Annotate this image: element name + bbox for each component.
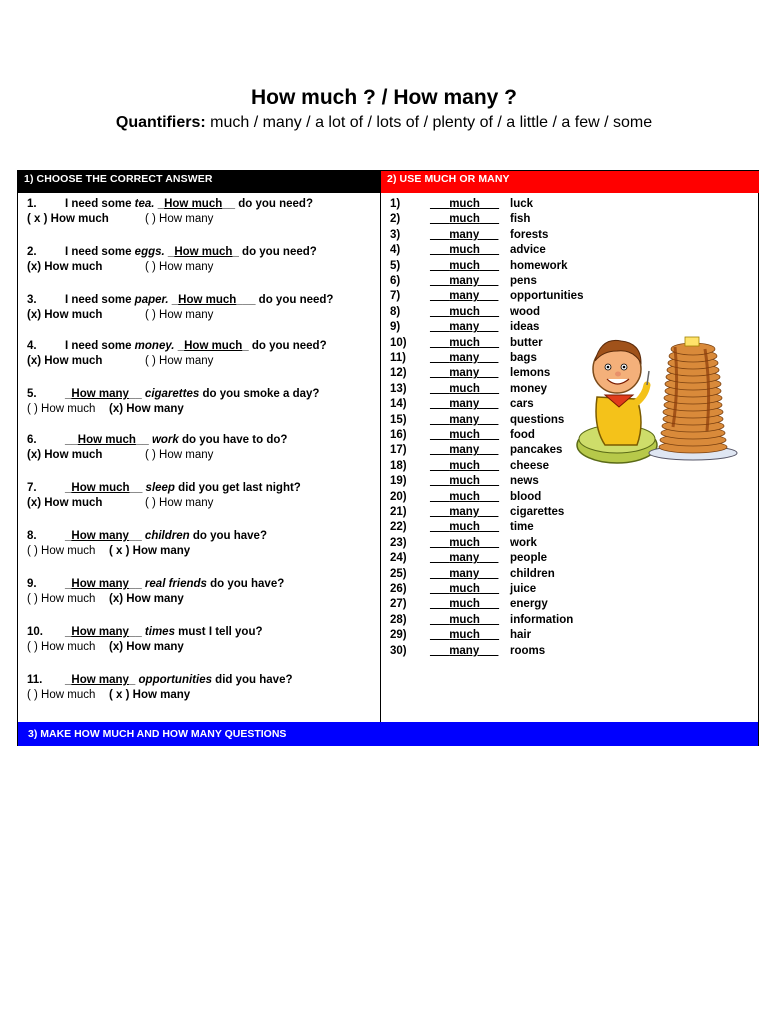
question-prefix: I need some (65, 340, 135, 352)
answer-blank[interactable]: ___many___ (430, 398, 499, 411)
noun-word: energy (510, 598, 548, 611)
list-item (390, 582, 536, 597)
question-number: 6. (27, 434, 37, 446)
question-item (27, 481, 375, 511)
question-number: 10. (27, 626, 43, 638)
option-how-many[interactable]: (x) How many (109, 641, 184, 653)
noun-word: blood (510, 490, 542, 503)
option-how-many[interactable]: ( ) How many (145, 261, 214, 273)
noun-word: work (151, 434, 179, 446)
option-how-much[interactable]: (x) How much (27, 355, 103, 367)
list-item (390, 197, 533, 212)
list-number: 27) (390, 598, 407, 611)
answer-blank[interactable]: ___many___ (430, 367, 499, 380)
blank-lead: _ (164, 246, 175, 258)
list-number: 15) (390, 413, 407, 426)
noun-word: eggs. (134, 246, 165, 258)
answer-blank[interactable]: ___many___ (430, 644, 499, 657)
option-how-many[interactable]: ( x ) How many (109, 545, 191, 557)
blank-lead: _ (65, 388, 72, 400)
option-how-many[interactable]: ( ) How many (145, 309, 214, 321)
answer-blank[interactable]: ___much___ (430, 521, 500, 534)
list-number: 30) (390, 644, 407, 657)
answer-blank[interactable]: ___many___ (430, 506, 499, 518)
answer-blank[interactable]: ___much___ (430, 598, 500, 611)
answer-blank[interactable]: ___many___ (430, 444, 499, 457)
noun-word: cigarettes (510, 506, 565, 518)
answer-blank[interactable]: How much (71, 482, 130, 494)
question-item (27, 673, 375, 703)
list-number: 21) (390, 506, 407, 518)
option-how-much[interactable]: ( ) How much (27, 545, 96, 557)
noun-word: cigarettes (144, 388, 200, 400)
option-how-much[interactable]: ( ) How much (27, 689, 96, 701)
noun-word: food (510, 429, 535, 441)
question-suffix: __ sleep did you get last night? (129, 482, 301, 494)
answer-options (27, 354, 375, 369)
answer-blank[interactable]: ___much___ (430, 244, 500, 257)
blank-lead: _ (65, 626, 72, 638)
question-text (27, 339, 375, 354)
question-number: 8. (27, 530, 37, 542)
question-suffix: __ children do you have? (128, 530, 267, 542)
answer-options (27, 448, 375, 463)
question-suffix: __ do you need? (222, 198, 313, 210)
question-text (27, 529, 375, 544)
noun-word: hair (510, 629, 532, 642)
noun-word: work (510, 536, 537, 549)
question-item (27, 339, 375, 369)
list-item (390, 413, 564, 428)
list-number: 23) (390, 536, 407, 549)
option-how-much[interactable]: ( x ) How much (27, 213, 109, 225)
list-number: 14) (390, 398, 407, 411)
noun-word: rooms (510, 644, 546, 657)
blank-lead: _ (65, 674, 72, 686)
noun-word: homework (510, 259, 568, 272)
question-text (27, 245, 375, 260)
noun-word: real friends (144, 578, 207, 590)
noun-word: luck (510, 198, 534, 210)
answer-blank[interactable]: ___many___ (430, 290, 499, 303)
noun-word: lemons (510, 367, 551, 380)
list-item (390, 351, 537, 366)
question-text (27, 293, 375, 308)
answer-options (27, 308, 375, 323)
list-item (390, 613, 573, 628)
page-title: How much ? / How many ? (250, 86, 518, 109)
question-suffix: __ real friends do you have? (128, 578, 285, 590)
noun-word: sleep (145, 482, 175, 494)
list-item (390, 474, 539, 489)
answer-options (27, 640, 375, 655)
section3-header (18, 722, 758, 746)
list-number: 6) (390, 275, 401, 287)
question-item (27, 197, 375, 227)
answer-options (27, 260, 375, 275)
list-item (390, 551, 547, 566)
list-number: 7) (390, 290, 401, 303)
worksheet-table (17, 170, 759, 746)
list-number: 9) (390, 321, 401, 334)
option-how-many[interactable]: ( ) How many (145, 355, 214, 367)
quantifiers-list: much / many / a lot of / lots of / plenty of / a little / a few / some (210, 114, 653, 131)
question-suffix: _ do you need? (232, 246, 317, 258)
noun-word: questions (510, 413, 565, 426)
answer-blank[interactable]: How many (71, 578, 129, 590)
noun-word: butter (510, 336, 543, 349)
list-item (390, 382, 547, 397)
noun-word: opportunities (138, 674, 212, 686)
option-how-much[interactable]: ( ) How much (27, 641, 96, 653)
list-item (390, 289, 583, 304)
list-number: 4) (390, 244, 401, 257)
list-item (390, 459, 549, 474)
blank-lead: __ (65, 434, 78, 446)
answer-options (27, 496, 375, 511)
answer-blank[interactable]: ___many___ (430, 275, 499, 287)
noun-word: people (510, 552, 548, 565)
blank-lead: _ (168, 294, 179, 306)
list-item (390, 597, 548, 612)
answer-blank[interactable]: How much (174, 246, 233, 258)
answer-blank[interactable]: ___much___ (430, 490, 500, 503)
answer-blank[interactable]: ___many___ (430, 552, 499, 565)
noun-word: ideas (510, 321, 540, 334)
answer-blank[interactable]: ___much___ (430, 259, 500, 272)
answer-blank[interactable]: How many (71, 674, 129, 686)
section1-header: 1) CHOOSE THE CORRECT ANSWER (18, 171, 381, 193)
option-how-many[interactable]: ( ) How many (145, 213, 214, 225)
noun-word: money (510, 382, 548, 395)
list-number: 25) (390, 567, 407, 580)
question-item (27, 625, 375, 655)
blank-lead: _ (154, 198, 165, 210)
answer-blank[interactable]: How many (71, 530, 129, 542)
noun-word: tea. (134, 198, 155, 210)
question-text (27, 197, 375, 212)
noun-word: juice (510, 583, 537, 595)
column-divider (380, 193, 381, 723)
quantifiers-label: Quantifiers: (115, 114, 206, 131)
question-number: 7. (27, 482, 37, 494)
answer-blank[interactable]: How much (178, 294, 237, 306)
list-number: 29) (390, 629, 407, 642)
option-how-many[interactable]: (x) How many (109, 403, 184, 415)
list-item (390, 320, 539, 335)
list-item (390, 212, 530, 227)
noun-word: children (144, 530, 190, 542)
question-text (27, 481, 375, 496)
list-item (390, 644, 545, 659)
answer-blank[interactable]: ___much___ (430, 336, 500, 349)
question-item (27, 245, 375, 275)
noun-word: advice (510, 244, 546, 257)
noun-word: times (144, 626, 175, 638)
answer-blank[interactable]: ___many___ (430, 228, 499, 241)
answer-blank[interactable]: ___much___ (430, 629, 500, 642)
question-number: 11. (27, 674, 43, 686)
list-item (390, 428, 535, 443)
blank-lead: _ (65, 530, 72, 542)
answer-blank[interactable]: How many (71, 626, 129, 638)
list-item (390, 366, 550, 381)
question-suffix: __ cigarettes do you smoke a day? (128, 388, 320, 400)
list-item (390, 336, 543, 351)
question-suffix: _ do you need? (242, 340, 327, 352)
question-item (27, 529, 375, 559)
answer-blank[interactable]: ___many___ (430, 352, 499, 364)
question-item (27, 387, 375, 417)
question-suffix: __ work do you have to do? (135, 434, 288, 446)
list-number: 10) (390, 336, 407, 349)
list-number: 20) (390, 490, 407, 503)
question-number: 4. (27, 340, 37, 352)
subtitle (0, 114, 768, 132)
noun-word: cars (510, 398, 534, 411)
answer-blank[interactable]: ___many___ (430, 321, 499, 334)
noun-word: opportunities (510, 290, 584, 303)
answer-blank[interactable]: ___much___ (430, 583, 500, 595)
list-item (390, 520, 534, 535)
option-how-much[interactable]: (x) How much (27, 497, 103, 509)
question-text (27, 433, 375, 448)
list-item (390, 243, 546, 258)
list-number: 28) (390, 613, 407, 626)
answer-blank[interactable]: ___much___ (430, 305, 500, 318)
list-item (390, 536, 537, 551)
noun-word: time (510, 521, 534, 534)
list-item (390, 567, 555, 582)
list-number: 8) (390, 305, 401, 318)
question-number: 2. (27, 246, 37, 258)
option-how-much[interactable]: (x) How much (27, 309, 103, 321)
blank-lead: _ (65, 482, 72, 494)
answer-options (27, 402, 375, 417)
list-item (390, 305, 540, 320)
question-text (27, 577, 375, 592)
question-item (27, 577, 375, 607)
list-number: 24) (390, 552, 407, 565)
question-suffix: ___ do you need? (236, 294, 334, 306)
answer-blank[interactable]: ___much___ (430, 198, 500, 210)
list-number: 16) (390, 429, 407, 441)
question-number: 1. (27, 198, 37, 210)
pancake-stack-icon (575, 327, 745, 467)
blank-lead: _ (65, 578, 72, 590)
list-item (390, 228, 548, 243)
answer-blank[interactable]: ___much___ (430, 429, 500, 441)
list-item (390, 628, 531, 643)
list-number: 18) (390, 459, 407, 472)
question-text (27, 625, 375, 640)
noun-word: children (510, 567, 555, 580)
noun-word: fish (510, 213, 531, 226)
noun-word: paper. (134, 294, 169, 306)
answer-blank[interactable]: ___much___ (430, 213, 500, 226)
option-how-many[interactable]: (x) How many (109, 593, 184, 605)
noun-word: news (510, 475, 539, 488)
question-item (27, 293, 375, 323)
list-item (390, 505, 564, 520)
answer-blank[interactable]: How much (164, 198, 223, 210)
question-prefix: I need some (65, 294, 135, 306)
list-item (390, 443, 562, 458)
question-suffix: _ opportunities did you have? (128, 674, 293, 686)
option-how-many[interactable]: ( ) How many (145, 449, 214, 461)
noun-word: information (510, 613, 574, 626)
answer-blank[interactable]: ___much___ (430, 459, 500, 472)
answer-options (27, 592, 375, 607)
answer-options (27, 688, 375, 703)
blank-lead: _ (174, 340, 185, 352)
list-item (390, 274, 537, 289)
option-how-much[interactable]: (x) How much (27, 261, 103, 273)
option-how-many[interactable]: ( ) How many (145, 497, 214, 509)
option-how-much[interactable]: ( ) How much (27, 593, 96, 605)
section3-header-label: 3) MAKE HOW MUCH AND HOW MANY QUESTIONS (28, 728, 287, 740)
list-number: 19) (390, 475, 407, 488)
question-number: 9. (27, 578, 37, 590)
list-number: 12) (390, 367, 407, 380)
answer-options (27, 544, 375, 559)
list-number: 11) (390, 352, 406, 364)
question-text (27, 387, 375, 402)
answer-blank[interactable]: ___many___ (430, 413, 499, 426)
noun-word: pens (510, 275, 537, 287)
answer-blank[interactable]: ___much___ (430, 613, 500, 626)
noun-word: bags (510, 352, 537, 364)
noun-word: wood (510, 305, 541, 318)
question-prefix: I need some (65, 198, 135, 210)
question-number: 3. (27, 294, 37, 306)
noun-word: forests (510, 228, 549, 241)
section2-header: 2) USE MUCH OR MANY (381, 171, 759, 193)
list-number: 3) (390, 228, 401, 241)
answer-blank[interactable]: How much (77, 434, 136, 446)
answer-blank[interactable]: How much (184, 340, 243, 352)
answer-blank[interactable]: ___many___ (430, 567, 499, 580)
noun-word: cheese (510, 459, 550, 472)
question-number: 5. (27, 388, 37, 400)
option-how-much[interactable]: (x) How much (27, 449, 103, 461)
noun-word: pancakes (510, 444, 563, 457)
question-suffix: __ times must I tell you? (128, 626, 263, 638)
option-how-many[interactable]: ( x ) How many (109, 689, 191, 701)
question-item (27, 433, 375, 463)
list-item (390, 259, 568, 274)
answer-blank[interactable]: ___much___ (430, 536, 500, 549)
noun-word: money. (134, 340, 175, 352)
question-prefix: I need some (65, 246, 135, 258)
question-text (27, 673, 375, 688)
option-how-much[interactable]: ( ) How much (27, 403, 96, 415)
list-item (390, 490, 541, 505)
answer-options (27, 212, 375, 227)
list-item (390, 397, 534, 412)
answer-blank[interactable]: How many (71, 388, 129, 400)
list-number: 1) (390, 198, 401, 210)
list-number: 22) (390, 521, 407, 534)
list-number: 5) (390, 259, 401, 272)
list-number: 2) (390, 213, 401, 226)
list-number: 13) (390, 382, 407, 395)
list-number: 26) (390, 583, 407, 595)
answer-blank[interactable]: ___much___ (430, 475, 500, 488)
answer-blank[interactable]: ___much___ (430, 382, 500, 395)
list-number: 17) (390, 444, 407, 457)
